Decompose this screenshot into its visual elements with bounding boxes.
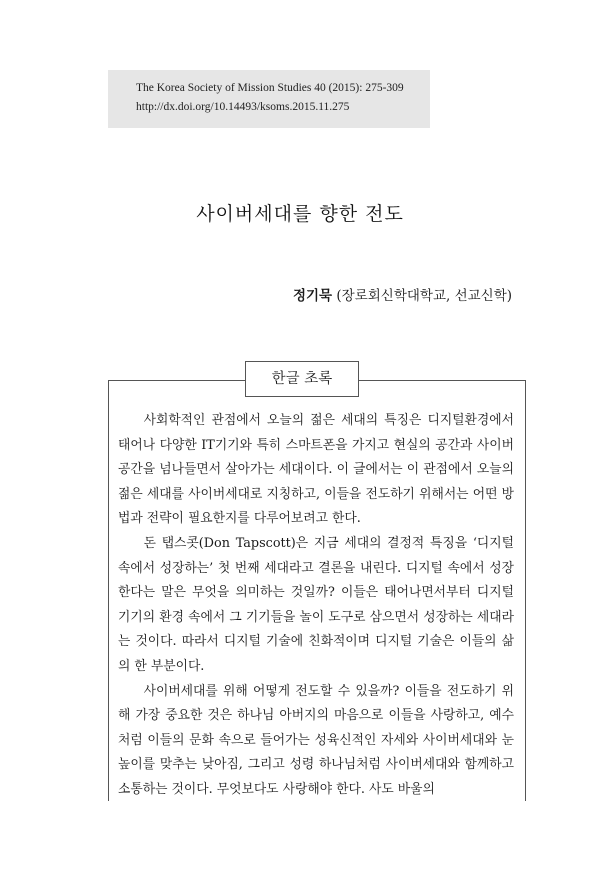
author-line xyxy=(293,284,512,304)
journal-citation: The Korea Society of Mission Studies 40 (2015): 275-309 xyxy=(136,82,404,94)
abstract-label: 한글 초록 xyxy=(245,361,359,397)
journal-header xyxy=(108,70,430,128)
author-affiliation: (장로회신학대학교, 선교신학) xyxy=(336,288,512,304)
abstract-paragraph: 사이버세대를 위해 어떻게 전도할 수 있을까? 이들을 전도하기 위해 가장 중요한 것은 하나님 아버지의 마음으로 이들을 사랑하고, 예수처럼 이들의 문화 속으로 들어가는 성육신적인 자세와 사이버세대와 눈높이를 맞추는 낮아짐, 그리고 성령 하나님처럼 사이버세대와 함께하고 소통하는 것이다. 무엇보다도 사랑해야 한다. 사도 바울의 xyxy=(118,683,514,797)
author-name: 정기묵 xyxy=(292,288,333,304)
paper-title: 사이버세대를 향한 전도 xyxy=(196,203,404,225)
abstract-paragraph: 사회학적인 관점에서 오늘의 젊은 세대의 특징은 디지털환경에서 태어나 다양한 IT기기와 특히 스마트폰을 가지고 현실의 공간과 사이버 공간을 넘나들면서 살아가는 세대이다. 이 글에서는 이 관점에서 오늘의 젊은 세대를 사이버세대로 지칭하고, 이들을 전도하기 위해서는 어떤 방법과 전략이 필요한지를 다루어보려고 한다. xyxy=(118,413,514,527)
journal-doi[interactable]: http://dx.doi.org/10.14493/ksoms.2015.11.275 xyxy=(136,101,350,113)
abstract-body xyxy=(118,409,514,803)
abstract-paragraph: 돈 탭스콧(Don Tapscott)은 지금 세대의 결정적 특징을 ‘디지털 속에서 성장하는’ 첫 번째 세대라고 결론을 내린다. 디지털 속에서 성장한다는 말은 무엇을 의미하는 것일까? 이들은 태어나면서부터 디지털 기기의 환경 속에서 그 기기들을 놀이 도구로 삼으면서 성장하는 세대라는 것이다. 따라서 디지털 기술에 친화적이며 디지털 기술은 이들의 삶의 한 부분이다. xyxy=(118,535,514,674)
